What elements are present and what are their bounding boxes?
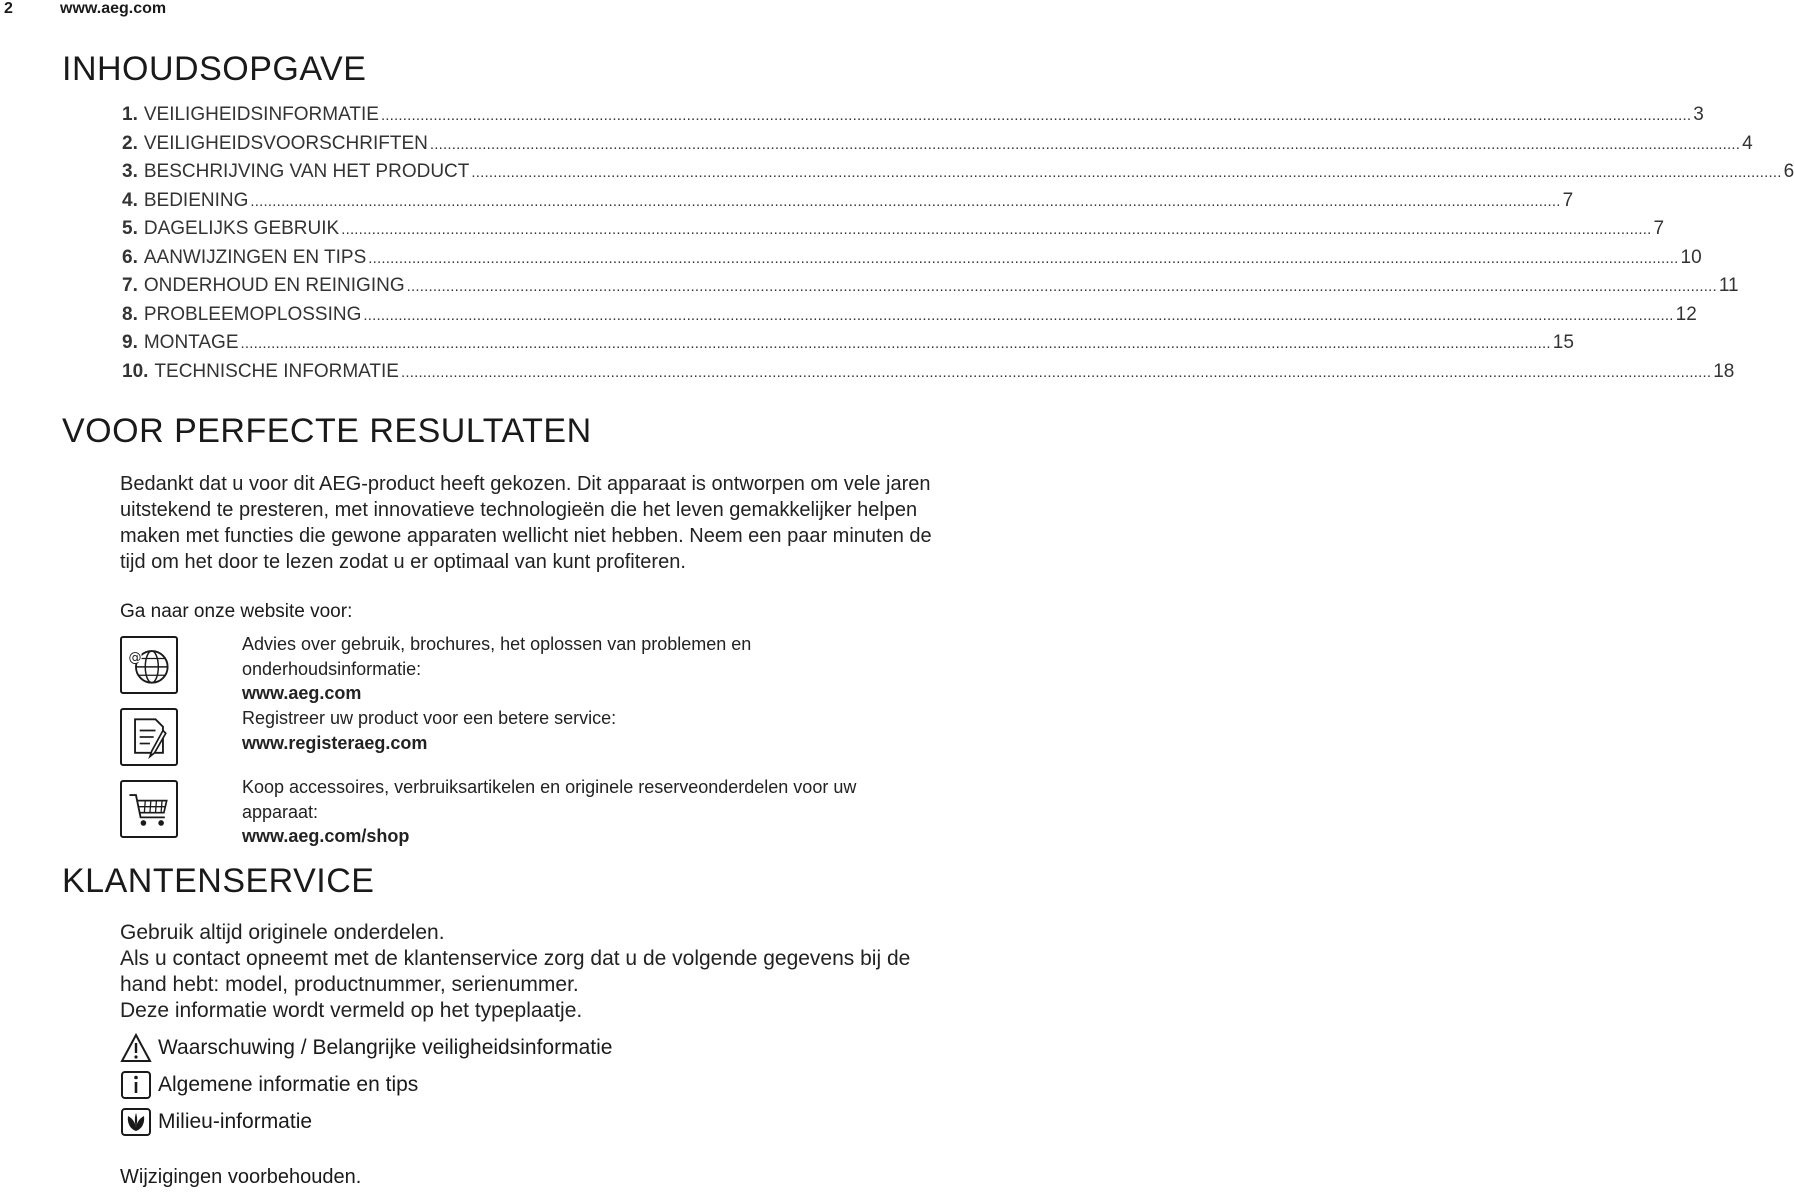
toc-item[interactable] <box>122 132 1753 162</box>
toc-item-number: 2. <box>122 132 138 154</box>
service-shop-link[interactable]: www.aeg.com/shop <box>242 826 410 846</box>
environment-leaf-icon <box>120 1107 152 1137</box>
service-advice-line: Advies over gebruik, brochures, het oplossen van problemen en <box>242 634 752 654</box>
page-header <box>0 0 960 20</box>
toc-item-title: VEILIGHEIDSVOORSCHRIFTEN <box>143 132 428 154</box>
service-shop-line: apparaat: <box>242 801 319 822</box>
toc-leader-dots: ............................................................................................................................................................................................................................................................................................................ <box>363 306 1674 324</box>
service-register-line: Registreer uw product voor een betere service: <box>242 708 617 728</box>
toc-item-title: AANWIJZINGEN EN TIPS <box>143 246 367 268</box>
toc-item[interactable] <box>122 189 1574 219</box>
legend-warning <box>120 1033 612 1063</box>
toc-item-title: TECHNISCHE INFORMATIE <box>154 360 399 382</box>
toc-item-number: 7. <box>122 275 138 296</box>
toc-item-title: BEDIENING <box>143 189 249 211</box>
legend-info <box>120 1070 418 1100</box>
toc-item-page: 7 <box>1653 218 1665 239</box>
legend-warning-label: Waarschuwing / Belangrijke veiligheidsinformatie <box>158 1036 613 1059</box>
toc-item[interactable] <box>122 104 1704 133</box>
toc-item-number: 9. <box>122 332 138 353</box>
toc-item-title: PROBLEEMOPLOSSING <box>143 303 362 325</box>
toc-item-page: 15 <box>1552 332 1574 353</box>
toc-leader-dots: ............................................................................................................................................................................................................................................................................................................ <box>406 278 1717 295</box>
toc-item-title: MONTAGE <box>143 332 239 353</box>
toc-item-page: 10 <box>1680 246 1702 268</box>
toc-item[interactable] <box>122 275 1739 304</box>
toc-item[interactable] <box>122 332 1574 361</box>
web-globe-icon <box>120 636 178 694</box>
toc-heading: INHOUDSOPGAVE <box>62 50 367 88</box>
toc-item-page: 4 <box>1742 132 1753 154</box>
customer-service-p2: Als u contact opneemt met de klantenservice zorg dat u de volgende gegevens bij de hand hebt: model, productnummer, serienummer. <box>120 947 911 996</box>
toc-item-title: VEILIGHEIDSINFORMATIE <box>143 104 379 125</box>
toc-leader-dots: ............................................................................................................................................................................................................................................................................................................ <box>429 135 1741 153</box>
toc-item-number: 1. <box>122 104 138 125</box>
website-intro: Ga naar onze website voor: <box>120 601 353 622</box>
toc-item-page: 3 <box>1693 104 1704 125</box>
legend-environment <box>120 1107 312 1137</box>
info-icon <box>120 1070 152 1100</box>
customer-service-p3: Deze informatie wordt vermeld op het typeplaatje. <box>120 999 583 1022</box>
table-of-contents <box>122 104 1794 389</box>
header-website[interactable]: www.aeg.com <box>60 0 167 17</box>
service-shop <box>242 775 942 849</box>
toc-item[interactable] <box>122 303 1697 333</box>
toc-leader-dots: ............................................................................................................................................................................................................................................................................................................ <box>380 107 1692 124</box>
legend-environment-label: Milieu-informatie <box>158 1110 313 1133</box>
toc-item-title: DAGELIJKS GEBRUIK <box>143 218 340 239</box>
toc-item-page: 11 <box>1718 275 1739 296</box>
warning-triangle-icon <box>120 1033 152 1063</box>
footer-note: Wijzigingen voorbehouden. <box>120 1166 362 1188</box>
legend-info-label: Algemene informatie en tips <box>158 1073 419 1096</box>
customer-service-p1: Gebruik altijd originele onderdelen. <box>120 921 445 944</box>
toc-item[interactable] <box>122 246 1702 276</box>
toc-item-number: 4. <box>122 189 138 211</box>
toc-item-title: ONDERHOUD EN REINIGING <box>143 275 405 296</box>
toc-item-number: 3. <box>122 161 138 182</box>
shopping-cart-icon <box>120 780 178 838</box>
intro-paragraph: Bedankt dat u voor dit AEG-product heeft gekozen. Dit apparaat is ontworpen om vele jaren uitstekend te presteren, met innovatieve technologieën die het leven gemakkelijker helpen maken met functies die gewone apparaten wellicht niet hebben. Neem een paar minuten de tijd om het door te lezen zodat u er optimaal van kunt profiteren. <box>120 473 932 573</box>
toc-item-number: 6. <box>122 246 138 268</box>
toc-item-page: 12 <box>1675 303 1697 325</box>
toc-item[interactable] <box>122 161 1794 190</box>
toc-item-page: 6 <box>1783 161 1794 182</box>
svg-text:@: @ <box>128 650 142 666</box>
perfect-results-heading: VOOR PERFECTE RESULTATEN <box>62 412 592 450</box>
service-register-link[interactable]: www.registeraeg.com <box>242 732 428 753</box>
toc-leader-dots: ............................................................................................................................................................................................................................................................................................................ <box>368 249 1679 267</box>
toc-item-number: 8. <box>122 303 138 325</box>
customer-service-heading: KLANTENSERVICE <box>62 862 375 900</box>
toc-leader-dots: ............................................................................................................................................................................................................................................................................................................ <box>341 221 1652 238</box>
service-advice-link[interactable]: www.aeg.com <box>242 683 362 703</box>
service-register <box>242 706 942 755</box>
toc-item[interactable] <box>122 360 1735 390</box>
toc-leader-dots: ............................................................................................................................................................................................................................................................................................................ <box>250 192 1561 210</box>
register-note-icon <box>120 708 178 766</box>
service-advice-line: onderhoudsinformatie: <box>242 658 422 679</box>
toc-item-page: 7 <box>1562 189 1574 211</box>
service-shop-line: Koop accessoires, verbruiksartikelen en originele reserveonderdelen voor uw <box>242 777 857 797</box>
toc-leader-dots: ............................................................................................................................................................................................................................................................................................................ <box>471 164 1782 181</box>
toc-leader-dots: ............................................................................................................................................................................................................................................................................................................ <box>400 363 1712 381</box>
toc-leader-dots: ............................................................................................................................................................................................................................................................................................................ <box>240 335 1551 352</box>
customer-service-text <box>120 920 940 1024</box>
toc-item-number: 10. <box>122 360 149 382</box>
service-advice <box>242 632 942 706</box>
toc-item[interactable] <box>122 218 1665 247</box>
toc-item-number: 5. <box>122 218 138 239</box>
toc-item-title: BESCHRIJVING VAN HET PRODUCT <box>143 161 470 182</box>
page-number: 2 <box>4 0 13 17</box>
toc-item-page: 18 <box>1713 360 1735 382</box>
